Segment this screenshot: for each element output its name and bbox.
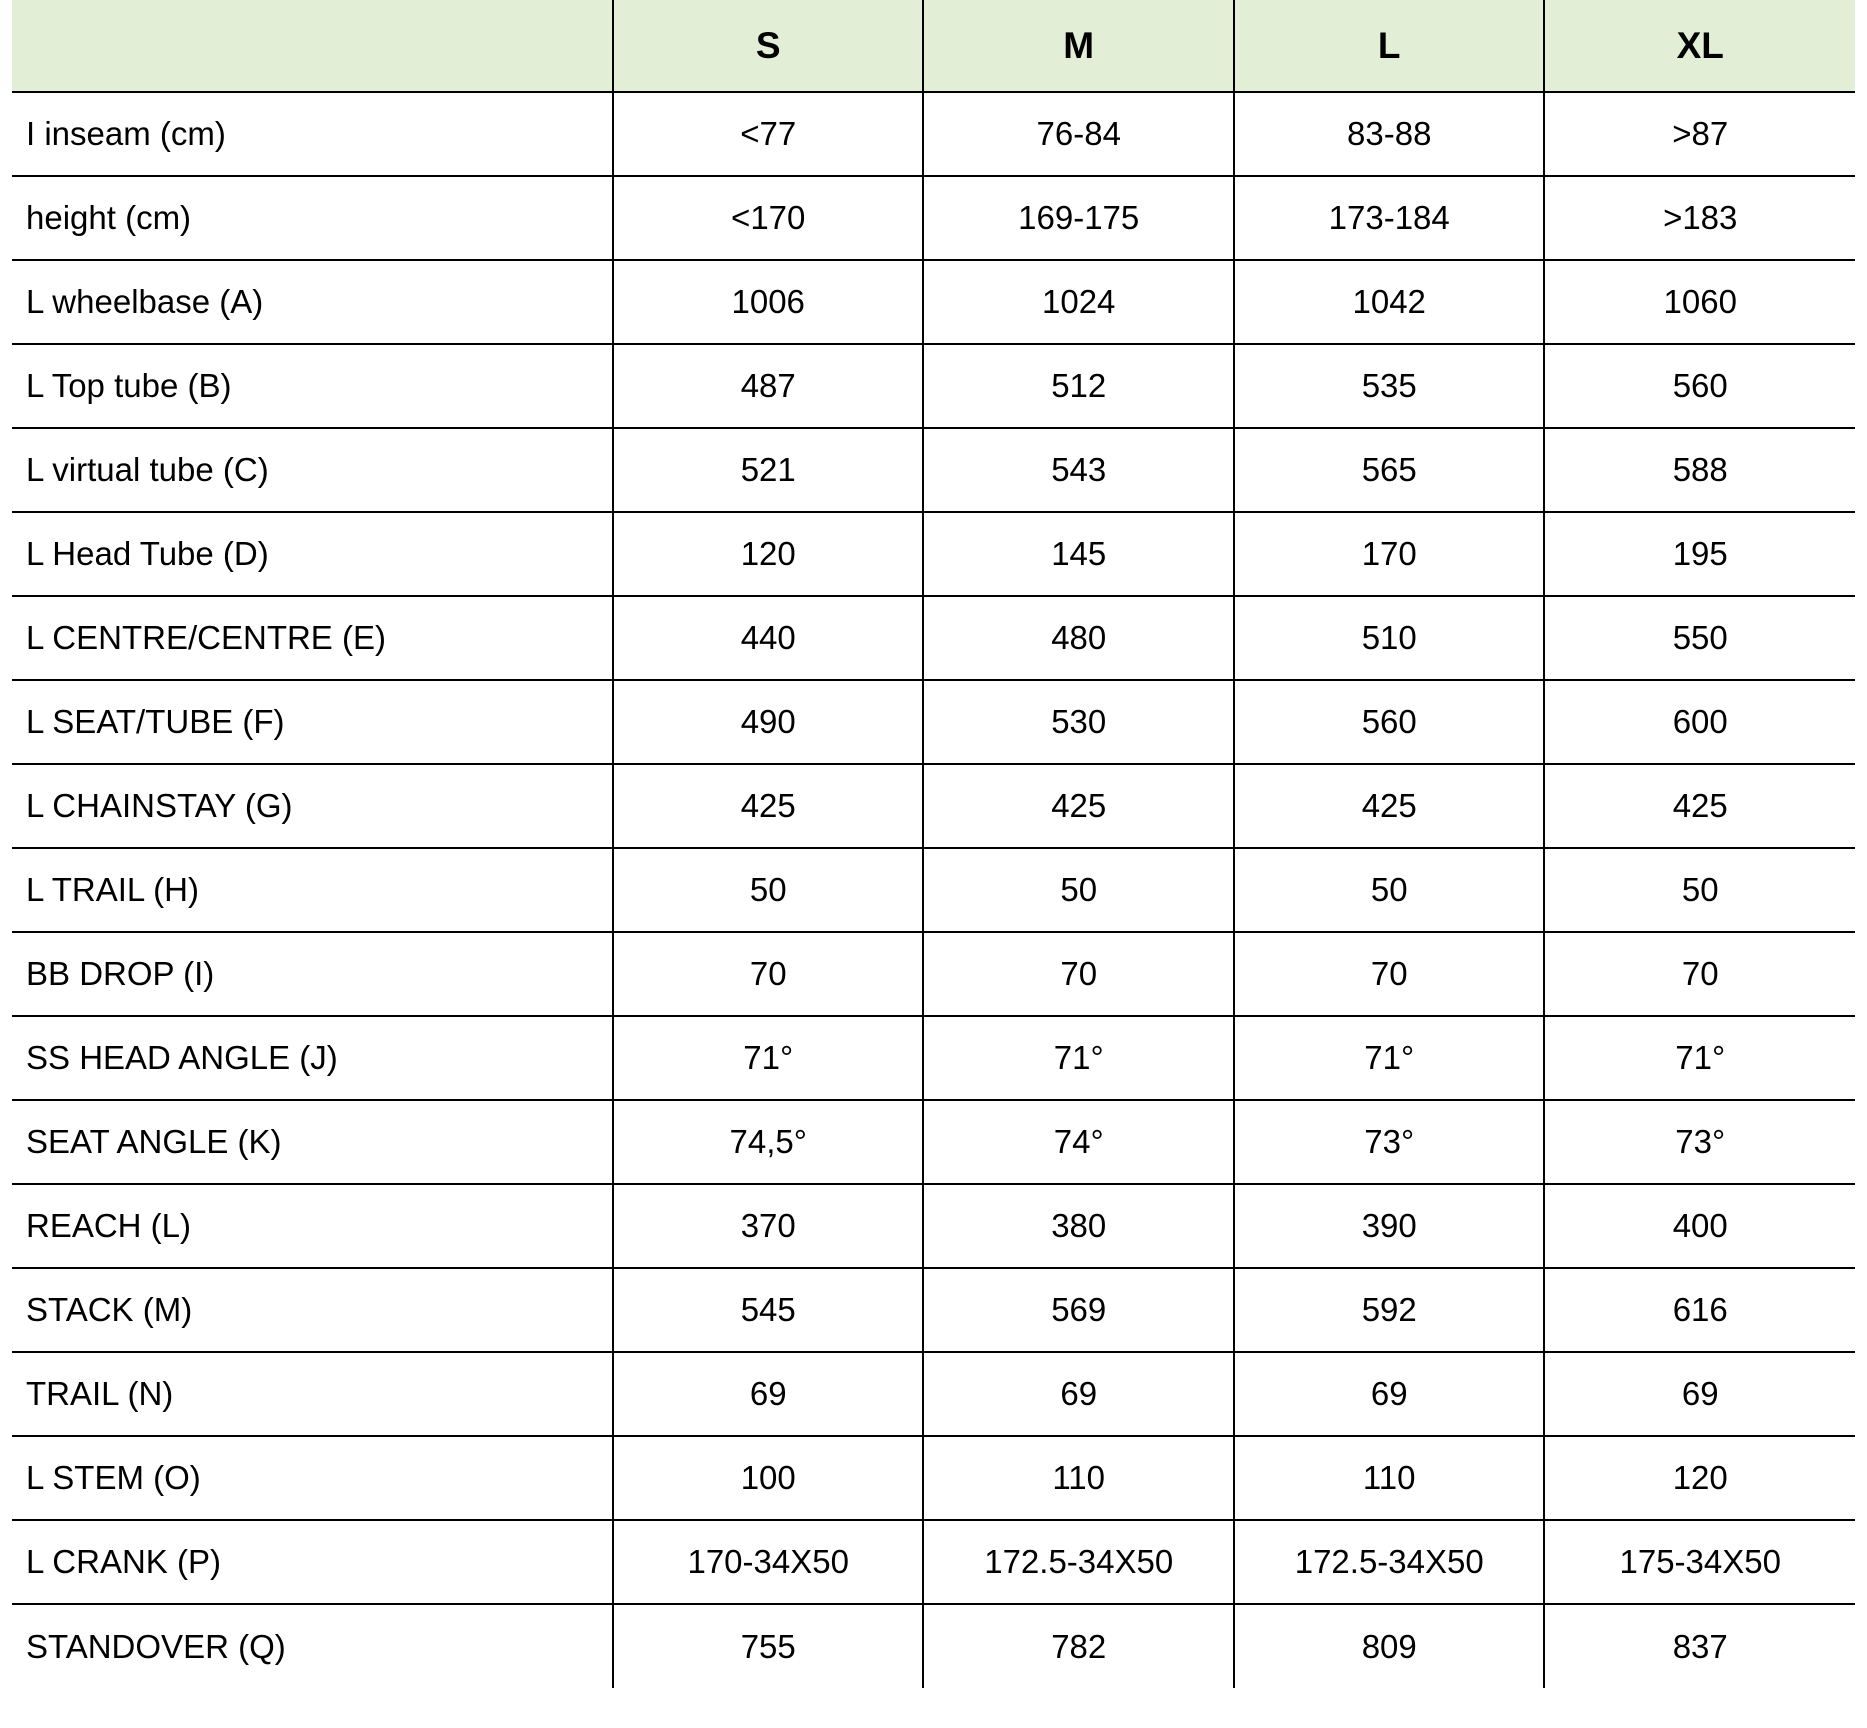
cell-s: 487: [613, 344, 924, 428]
cell-s: 370: [613, 1184, 924, 1268]
cell-l: 809: [1234, 1604, 1545, 1688]
cell-l: 70: [1234, 932, 1545, 1016]
table-row: [12, 1016, 1855, 1100]
cell-s: 755: [613, 1604, 924, 1688]
cell-s: 100: [613, 1436, 924, 1520]
cell-m: 110: [923, 1436, 1234, 1520]
cell-s: 120: [613, 512, 924, 596]
cell-s: 1006: [613, 260, 924, 344]
cell-xl: 560: [1544, 344, 1855, 428]
table-row: [12, 1520, 1855, 1604]
cell-m: 70: [923, 932, 1234, 1016]
cell-xl: 616: [1544, 1268, 1855, 1352]
table-row: [12, 176, 1855, 260]
cell-xl: 550: [1544, 596, 1855, 680]
table-row: [12, 596, 1855, 680]
cell-m: 74°: [923, 1100, 1234, 1184]
cell-m: 169-175: [923, 176, 1234, 260]
cell-s: 490: [613, 680, 924, 764]
table-header-row: [12, 0, 1855, 92]
cell-l: 592: [1234, 1268, 1545, 1352]
cell-s: 545: [613, 1268, 924, 1352]
cell-m: 50: [923, 848, 1234, 932]
cell-l: 565: [1234, 428, 1545, 512]
row-label: REACH (L): [12, 1184, 613, 1268]
cell-s: 170-34X50: [613, 1520, 924, 1604]
cell-m: 69: [923, 1352, 1234, 1436]
cell-m: 530: [923, 680, 1234, 764]
cell-l: 560: [1234, 680, 1545, 764]
table-row: [12, 1352, 1855, 1436]
cell-m: 172.5-34X50: [923, 1520, 1234, 1604]
cell-xl: 69: [1544, 1352, 1855, 1436]
table-row: [12, 92, 1855, 176]
column-header-l: L: [1234, 0, 1545, 92]
table-row: [12, 260, 1855, 344]
table-row: [12, 764, 1855, 848]
cell-m: 543: [923, 428, 1234, 512]
row-label: L CRANK (P): [12, 1520, 613, 1604]
cell-s: 70: [613, 932, 924, 1016]
cell-xl: 50: [1544, 848, 1855, 932]
cell-l: 170: [1234, 512, 1545, 596]
table-row: [12, 1268, 1855, 1352]
row-label: STACK (M): [12, 1268, 613, 1352]
table-body: [12, 92, 1855, 1688]
cell-xl: 588: [1544, 428, 1855, 512]
row-label: L Top tube (B): [12, 344, 613, 428]
row-label: SS HEAD ANGLE (J): [12, 1016, 613, 1100]
cell-xl: 1060: [1544, 260, 1855, 344]
cell-s: <77: [613, 92, 924, 176]
cell-xl: 175-34X50: [1544, 1520, 1855, 1604]
cell-m: 569: [923, 1268, 1234, 1352]
cell-xl: 400: [1544, 1184, 1855, 1268]
row-label: L SEAT/TUBE (F): [12, 680, 613, 764]
cell-m: 1024: [923, 260, 1234, 344]
cell-s: 74,5°: [613, 1100, 924, 1184]
row-label: L virtual tube (C): [12, 428, 613, 512]
row-label: L Head Tube (D): [12, 512, 613, 596]
cell-m: 480: [923, 596, 1234, 680]
cell-l: 110: [1234, 1436, 1545, 1520]
cell-l: 172.5-34X50: [1234, 1520, 1545, 1604]
cell-m: 71°: [923, 1016, 1234, 1100]
cell-xl: >183: [1544, 176, 1855, 260]
cell-s: 71°: [613, 1016, 924, 1100]
column-header-s: S: [613, 0, 924, 92]
cell-m: 380: [923, 1184, 1234, 1268]
cell-l: 510: [1234, 596, 1545, 680]
cell-l: 535: [1234, 344, 1545, 428]
row-label: L TRAIL (H): [12, 848, 613, 932]
table-row: [12, 932, 1855, 1016]
row-label: L STEM (O): [12, 1436, 613, 1520]
table-row: [12, 344, 1855, 428]
cell-xl: 70: [1544, 932, 1855, 1016]
geometry-table: [12, 0, 1855, 1688]
row-label: SEAT ANGLE (K): [12, 1100, 613, 1184]
cell-l: 50: [1234, 848, 1545, 932]
table-row: [12, 848, 1855, 932]
cell-s: 440: [613, 596, 924, 680]
cell-l: 69: [1234, 1352, 1545, 1436]
table-row: [12, 1100, 1855, 1184]
cell-l: 83-88: [1234, 92, 1545, 176]
cell-m: 145: [923, 512, 1234, 596]
cell-xl: 120: [1544, 1436, 1855, 1520]
cell-xl: 195: [1544, 512, 1855, 596]
cell-l: 425: [1234, 764, 1545, 848]
cell-xl: 600: [1544, 680, 1855, 764]
cell-xl: 425: [1544, 764, 1855, 848]
cell-s: 425: [613, 764, 924, 848]
cell-m: 76-84: [923, 92, 1234, 176]
row-label: L CENTRE/CENTRE (E): [12, 596, 613, 680]
table-corner-cell: [12, 0, 613, 92]
table-row: [12, 1436, 1855, 1520]
cell-l: 73°: [1234, 1100, 1545, 1184]
table-header: [12, 0, 1855, 92]
cell-xl: 71°: [1544, 1016, 1855, 1100]
cell-xl: 837: [1544, 1604, 1855, 1688]
cell-xl: 73°: [1544, 1100, 1855, 1184]
row-label: STANDOVER (Q): [12, 1604, 613, 1688]
column-header-xl: XL: [1544, 0, 1855, 92]
column-header-m: M: [923, 0, 1234, 92]
cell-s: 50: [613, 848, 924, 932]
cell-l: 1042: [1234, 260, 1545, 344]
cell-s: <170: [613, 176, 924, 260]
cell-l: 390: [1234, 1184, 1545, 1268]
table-row: [12, 1184, 1855, 1268]
row-label: height (cm): [12, 176, 613, 260]
cell-s: 69: [613, 1352, 924, 1436]
cell-l: 71°: [1234, 1016, 1545, 1100]
row-label: L wheelbase (A): [12, 260, 613, 344]
table-row: [12, 428, 1855, 512]
cell-m: 425: [923, 764, 1234, 848]
row-label: I inseam (cm): [12, 92, 613, 176]
cell-m: 512: [923, 344, 1234, 428]
cell-m: 782: [923, 1604, 1234, 1688]
cell-l: 173-184: [1234, 176, 1545, 260]
cell-s: 521: [613, 428, 924, 512]
table-row: [12, 1604, 1855, 1688]
cell-xl: >87: [1544, 92, 1855, 176]
table-row: [12, 512, 1855, 596]
row-label: L CHAINSTAY (G): [12, 764, 613, 848]
row-label: BB DROP (I): [12, 932, 613, 1016]
table-row: [12, 680, 1855, 764]
row-label: TRAIL (N): [12, 1352, 613, 1436]
